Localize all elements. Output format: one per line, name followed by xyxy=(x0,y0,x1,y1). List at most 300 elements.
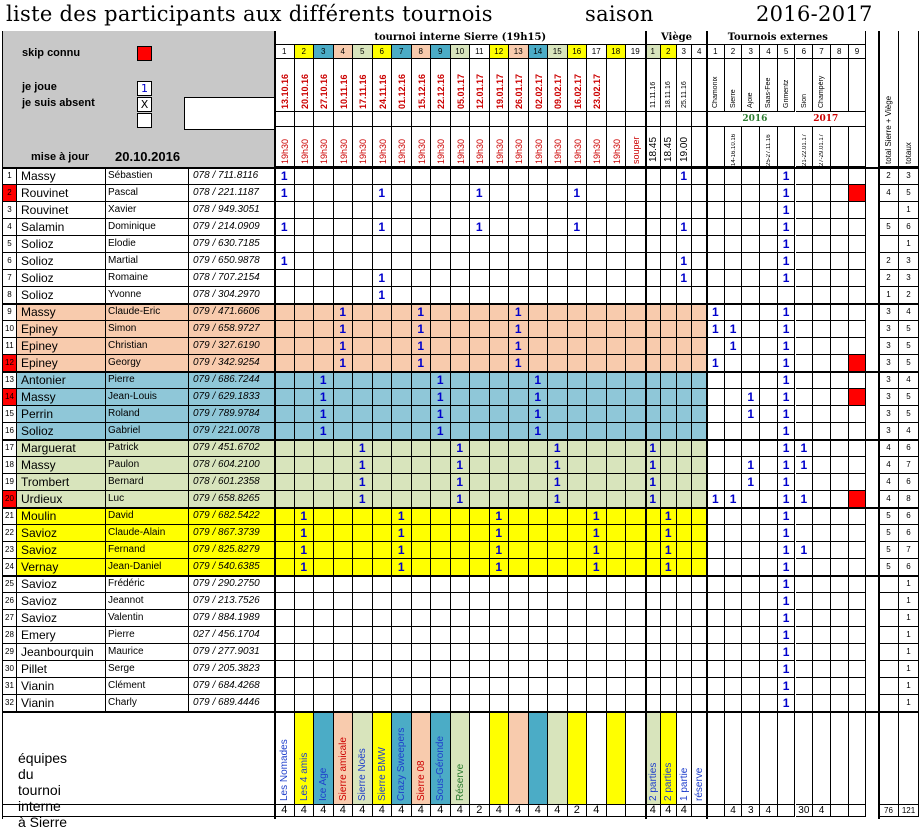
internal-entry[interactable] xyxy=(353,253,373,270)
internal-entry[interactable] xyxy=(587,661,607,678)
internal-entry[interactable] xyxy=(451,406,471,423)
internal-entry[interactable] xyxy=(451,287,471,304)
external-entry[interactable] xyxy=(849,423,867,440)
external-entry[interactable] xyxy=(796,372,814,389)
internal-entry[interactable]: 1 xyxy=(334,355,354,372)
viege-entry[interactable] xyxy=(661,219,677,236)
internal-entry[interactable] xyxy=(314,525,334,542)
external-entry[interactable] xyxy=(742,576,760,593)
external-entry[interactable] xyxy=(725,406,743,423)
external-entry[interactable]: 1 xyxy=(778,372,796,389)
internal-entry[interactable] xyxy=(568,202,588,219)
internal-entry[interactable] xyxy=(353,372,373,389)
external-entry[interactable]: 1 xyxy=(778,253,796,270)
internal-entry[interactable] xyxy=(412,168,432,185)
internal-entry[interactable] xyxy=(412,627,432,644)
internal-entry[interactable] xyxy=(275,406,295,423)
internal-entry[interactable] xyxy=(314,270,334,287)
external-entry[interactable] xyxy=(849,678,867,695)
internal-entry[interactable] xyxy=(275,508,295,525)
internal-entry[interactable] xyxy=(451,270,471,287)
internal-entry[interactable] xyxy=(275,372,295,389)
internal-entry[interactable]: 1 xyxy=(568,185,588,202)
internal-entry[interactable] xyxy=(334,270,354,287)
internal-entry[interactable] xyxy=(334,185,354,202)
internal-entry[interactable] xyxy=(568,695,588,712)
internal-entry[interactable]: 1 xyxy=(470,219,490,236)
external-entry[interactable] xyxy=(813,355,831,372)
external-entry[interactable] xyxy=(831,372,849,389)
viege-entry[interactable] xyxy=(661,406,677,423)
internal-entry[interactable] xyxy=(392,389,412,406)
internal-entry[interactable]: 1 xyxy=(412,304,432,321)
viege-entry[interactable] xyxy=(646,236,662,253)
external-entry[interactable] xyxy=(796,627,814,644)
internal-entry[interactable] xyxy=(275,457,295,474)
external-entry[interactable] xyxy=(796,423,814,440)
internal-entry[interactable] xyxy=(295,661,315,678)
internal-entry[interactable] xyxy=(509,406,529,423)
external-entry[interactable] xyxy=(742,219,760,236)
internal-entry[interactable] xyxy=(470,661,490,678)
external-entry[interactable] xyxy=(760,695,778,712)
external-entry[interactable] xyxy=(796,202,814,219)
external-entry[interactable] xyxy=(813,593,831,610)
internal-entry[interactable] xyxy=(626,372,646,389)
internal-entry[interactable] xyxy=(431,253,451,270)
external-entry[interactable] xyxy=(849,253,867,270)
external-entry[interactable] xyxy=(849,236,867,253)
viege-entry[interactable] xyxy=(661,610,677,627)
internal-entry[interactable] xyxy=(509,576,529,593)
internal-entry[interactable]: 1 xyxy=(529,423,549,440)
viege-entry[interactable] xyxy=(661,287,677,304)
external-entry[interactable] xyxy=(725,593,743,610)
external-entry[interactable] xyxy=(831,236,849,253)
internal-entry[interactable] xyxy=(392,576,412,593)
internal-entry[interactable] xyxy=(392,355,412,372)
internal-entry[interactable] xyxy=(470,287,490,304)
internal-entry[interactable] xyxy=(470,440,490,457)
external-entry[interactable] xyxy=(707,542,725,559)
internal-entry[interactable] xyxy=(295,168,315,185)
external-entry[interactable] xyxy=(831,457,849,474)
viege-entry[interactable] xyxy=(646,525,662,542)
external-entry[interactable]: 1 xyxy=(778,304,796,321)
external-entry[interactable] xyxy=(831,559,849,576)
external-entry[interactable] xyxy=(707,440,725,457)
external-entry[interactable] xyxy=(707,593,725,610)
internal-entry[interactable] xyxy=(295,678,315,695)
external-entry[interactable] xyxy=(742,508,760,525)
external-entry[interactable]: 1 xyxy=(796,440,814,457)
external-entry[interactable] xyxy=(725,423,743,440)
internal-entry[interactable] xyxy=(334,440,354,457)
external-entry[interactable] xyxy=(760,355,778,372)
internal-entry[interactable]: 1 xyxy=(451,440,471,457)
external-entry[interactable]: 1 xyxy=(796,491,814,508)
internal-entry[interactable] xyxy=(353,219,373,236)
external-entry[interactable] xyxy=(760,406,778,423)
external-entry[interactable] xyxy=(725,202,743,219)
viege-entry[interactable] xyxy=(677,287,693,304)
external-entry[interactable] xyxy=(760,610,778,627)
external-entry[interactable] xyxy=(813,661,831,678)
external-entry[interactable] xyxy=(707,695,725,712)
internal-entry[interactable] xyxy=(587,304,607,321)
internal-entry[interactable] xyxy=(529,491,549,508)
viege-entry[interactable] xyxy=(646,644,662,661)
internal-entry[interactable] xyxy=(334,406,354,423)
internal-entry[interactable]: 1 xyxy=(392,525,412,542)
external-entry[interactable] xyxy=(760,576,778,593)
internal-entry[interactable] xyxy=(509,593,529,610)
internal-entry[interactable] xyxy=(314,355,334,372)
viege-entry[interactable] xyxy=(677,627,693,644)
external-entry[interactable] xyxy=(742,695,760,712)
internal-entry[interactable]: 1 xyxy=(275,253,295,270)
external-entry[interactable] xyxy=(796,661,814,678)
external-entry[interactable] xyxy=(831,304,849,321)
viege-entry[interactable] xyxy=(661,627,677,644)
external-entry[interactable] xyxy=(796,610,814,627)
external-entry[interactable] xyxy=(796,270,814,287)
internal-entry[interactable] xyxy=(587,253,607,270)
internal-entry[interactable] xyxy=(490,627,510,644)
internal-entry[interactable] xyxy=(275,644,295,661)
internal-entry[interactable] xyxy=(529,355,549,372)
external-entry[interactable] xyxy=(742,525,760,542)
internal-entry[interactable] xyxy=(412,695,432,712)
internal-entry[interactable] xyxy=(548,525,568,542)
internal-entry[interactable] xyxy=(373,253,393,270)
internal-entry[interactable] xyxy=(568,508,588,525)
internal-entry[interactable] xyxy=(626,355,646,372)
internal-entry[interactable] xyxy=(626,576,646,593)
viege-entry[interactable] xyxy=(646,202,662,219)
internal-entry[interactable] xyxy=(626,253,646,270)
internal-entry[interactable] xyxy=(607,202,627,219)
internal-entry[interactable] xyxy=(587,270,607,287)
internal-entry[interactable] xyxy=(431,542,451,559)
internal-entry[interactable] xyxy=(626,168,646,185)
external-entry[interactable] xyxy=(831,287,849,304)
internal-entry[interactable] xyxy=(548,321,568,338)
external-entry[interactable]: 1 xyxy=(796,457,814,474)
internal-entry[interactable] xyxy=(314,491,334,508)
external-entry[interactable] xyxy=(742,355,760,372)
internal-entry[interactable] xyxy=(412,491,432,508)
viege-entry[interactable] xyxy=(661,168,677,185)
external-entry[interactable] xyxy=(760,287,778,304)
external-entry[interactable] xyxy=(831,474,849,491)
internal-entry[interactable] xyxy=(334,389,354,406)
internal-entry[interactable] xyxy=(334,559,354,576)
internal-entry[interactable] xyxy=(626,236,646,253)
internal-entry[interactable] xyxy=(412,270,432,287)
internal-entry[interactable] xyxy=(568,236,588,253)
external-entry[interactable] xyxy=(760,338,778,355)
internal-entry[interactable] xyxy=(431,287,451,304)
internal-entry[interactable] xyxy=(412,236,432,253)
viege-entry[interactable] xyxy=(646,185,662,202)
internal-entry[interactable] xyxy=(607,406,627,423)
internal-entry[interactable] xyxy=(392,457,412,474)
internal-entry[interactable] xyxy=(275,287,295,304)
external-entry[interactable] xyxy=(725,219,743,236)
internal-entry[interactable] xyxy=(373,202,393,219)
external-entry[interactable] xyxy=(725,440,743,457)
internal-entry[interactable] xyxy=(626,508,646,525)
internal-entry[interactable] xyxy=(509,372,529,389)
internal-entry[interactable] xyxy=(568,491,588,508)
internal-entry[interactable] xyxy=(275,236,295,253)
internal-entry[interactable] xyxy=(451,593,471,610)
internal-entry[interactable] xyxy=(451,644,471,661)
internal-entry[interactable] xyxy=(373,610,393,627)
external-entry[interactable]: 1 xyxy=(778,644,796,661)
internal-entry[interactable]: 1 xyxy=(451,491,471,508)
external-entry[interactable] xyxy=(742,338,760,355)
viege-entry[interactable] xyxy=(661,695,677,712)
internal-entry[interactable] xyxy=(607,185,627,202)
internal-entry[interactable] xyxy=(353,321,373,338)
viege-entry[interactable] xyxy=(677,508,693,525)
internal-entry[interactable] xyxy=(373,678,393,695)
internal-entry[interactable] xyxy=(431,202,451,219)
external-entry[interactable] xyxy=(707,253,725,270)
viege-entry[interactable] xyxy=(661,372,677,389)
external-entry[interactable] xyxy=(813,644,831,661)
external-entry[interactable] xyxy=(813,321,831,338)
internal-entry[interactable]: 1 xyxy=(431,406,451,423)
external-entry[interactable] xyxy=(760,185,778,202)
internal-entry[interactable]: 1 xyxy=(314,406,334,423)
viege-entry[interactable] xyxy=(646,406,662,423)
internal-entry[interactable] xyxy=(587,423,607,440)
internal-entry[interactable] xyxy=(314,559,334,576)
internal-entry[interactable] xyxy=(529,253,549,270)
internal-entry[interactable] xyxy=(392,593,412,610)
viege-entry[interactable] xyxy=(646,610,662,627)
internal-entry[interactable] xyxy=(353,304,373,321)
internal-entry[interactable] xyxy=(314,695,334,712)
internal-entry[interactable] xyxy=(548,355,568,372)
internal-entry[interactable] xyxy=(295,474,315,491)
internal-entry[interactable]: 1 xyxy=(295,542,315,559)
internal-entry[interactable] xyxy=(470,576,490,593)
internal-entry[interactable] xyxy=(568,287,588,304)
internal-entry[interactable] xyxy=(334,627,354,644)
internal-entry[interactable] xyxy=(568,338,588,355)
internal-entry[interactable] xyxy=(451,559,471,576)
viege-entry[interactable]: 1 xyxy=(677,168,693,185)
internal-entry[interactable] xyxy=(587,185,607,202)
external-entry[interactable] xyxy=(760,644,778,661)
internal-entry[interactable] xyxy=(392,236,412,253)
internal-entry[interactable] xyxy=(548,695,568,712)
internal-entry[interactable] xyxy=(412,406,432,423)
viege-entry[interactable] xyxy=(677,202,693,219)
external-entry[interactable] xyxy=(813,389,831,406)
viege-entry[interactable] xyxy=(661,338,677,355)
external-entry[interactable] xyxy=(831,440,849,457)
viege-entry[interactable] xyxy=(646,678,662,695)
internal-entry[interactable] xyxy=(587,389,607,406)
external-entry[interactable] xyxy=(725,661,743,678)
external-entry[interactable] xyxy=(796,304,814,321)
external-entry[interactable]: 1 xyxy=(778,678,796,695)
external-entry[interactable] xyxy=(831,202,849,219)
viege-entry[interactable] xyxy=(677,593,693,610)
external-entry[interactable] xyxy=(849,474,867,491)
internal-entry[interactable] xyxy=(470,678,490,695)
viege-entry[interactable] xyxy=(661,389,677,406)
internal-entry[interactable] xyxy=(295,219,315,236)
external-entry[interactable]: 1 xyxy=(725,338,743,355)
internal-entry[interactable] xyxy=(626,491,646,508)
internal-entry[interactable] xyxy=(626,287,646,304)
external-entry[interactable] xyxy=(813,695,831,712)
external-entry[interactable] xyxy=(707,287,725,304)
external-entry[interactable] xyxy=(742,559,760,576)
internal-entry[interactable] xyxy=(353,287,373,304)
internal-entry[interactable] xyxy=(607,559,627,576)
external-entry[interactable]: 1 xyxy=(742,389,760,406)
external-entry[interactable] xyxy=(707,168,725,185)
internal-entry[interactable]: 1 xyxy=(392,508,412,525)
internal-entry[interactable] xyxy=(607,168,627,185)
external-entry[interactable]: 1 xyxy=(778,423,796,440)
viege-entry[interactable] xyxy=(646,508,662,525)
internal-entry[interactable] xyxy=(412,202,432,219)
viege-entry[interactable] xyxy=(661,423,677,440)
internal-entry[interactable] xyxy=(314,627,334,644)
viege-entry[interactable] xyxy=(661,202,677,219)
external-entry[interactable] xyxy=(760,542,778,559)
internal-entry[interactable] xyxy=(568,253,588,270)
internal-entry[interactable] xyxy=(314,304,334,321)
internal-entry[interactable] xyxy=(295,491,315,508)
external-entry[interactable] xyxy=(760,440,778,457)
internal-entry[interactable]: 1 xyxy=(490,542,510,559)
internal-entry[interactable]: 1 xyxy=(548,491,568,508)
internal-entry[interactable]: 1 xyxy=(529,406,549,423)
internal-entry[interactable] xyxy=(275,610,295,627)
external-entry[interactable] xyxy=(778,287,796,304)
internal-entry[interactable] xyxy=(509,440,529,457)
internal-entry[interactable] xyxy=(314,338,334,355)
viege-entry[interactable] xyxy=(661,576,677,593)
external-entry[interactable] xyxy=(831,610,849,627)
internal-entry[interactable] xyxy=(548,627,568,644)
external-entry[interactable] xyxy=(796,695,814,712)
internal-entry[interactable] xyxy=(334,593,354,610)
external-entry[interactable] xyxy=(707,678,725,695)
internal-entry[interactable] xyxy=(412,253,432,270)
external-entry[interactable] xyxy=(725,389,743,406)
internal-entry[interactable] xyxy=(373,304,393,321)
internal-entry[interactable] xyxy=(607,678,627,695)
internal-entry[interactable]: 1 xyxy=(587,508,607,525)
internal-entry[interactable] xyxy=(470,338,490,355)
internal-entry[interactable] xyxy=(529,661,549,678)
internal-entry[interactable] xyxy=(334,253,354,270)
internal-entry[interactable] xyxy=(490,236,510,253)
internal-entry[interactable] xyxy=(373,440,393,457)
internal-entry[interactable] xyxy=(607,695,627,712)
external-entry[interactable] xyxy=(831,695,849,712)
internal-entry[interactable] xyxy=(509,219,529,236)
external-entry[interactable] xyxy=(707,406,725,423)
external-entry[interactable]: 1 xyxy=(742,457,760,474)
internal-entry[interactable] xyxy=(392,678,412,695)
internal-entry[interactable] xyxy=(412,287,432,304)
viege-entry[interactable] xyxy=(646,389,662,406)
internal-entry[interactable] xyxy=(431,525,451,542)
internal-entry[interactable] xyxy=(353,576,373,593)
internal-entry[interactable] xyxy=(529,576,549,593)
external-entry[interactable] xyxy=(796,559,814,576)
viege-entry[interactable] xyxy=(661,678,677,695)
internal-entry[interactable]: 1 xyxy=(314,372,334,389)
internal-entry[interactable] xyxy=(626,593,646,610)
external-entry[interactable]: 1 xyxy=(778,185,796,202)
internal-entry[interactable] xyxy=(529,695,549,712)
external-entry[interactable] xyxy=(707,525,725,542)
viege-entry[interactable]: 1 xyxy=(646,491,662,508)
internal-entry[interactable] xyxy=(607,270,627,287)
internal-entry[interactable] xyxy=(626,678,646,695)
external-entry[interactable] xyxy=(849,372,867,389)
internal-entry[interactable] xyxy=(529,610,549,627)
internal-entry[interactable] xyxy=(529,219,549,236)
internal-entry[interactable] xyxy=(275,304,295,321)
internal-entry[interactable] xyxy=(431,304,451,321)
external-entry[interactable] xyxy=(760,423,778,440)
internal-entry[interactable] xyxy=(334,576,354,593)
internal-entry[interactable]: 1 xyxy=(509,338,529,355)
internal-entry[interactable] xyxy=(470,474,490,491)
internal-entry[interactable] xyxy=(373,236,393,253)
internal-entry[interactable] xyxy=(275,678,295,695)
internal-entry[interactable] xyxy=(295,423,315,440)
external-entry[interactable] xyxy=(796,321,814,338)
viege-entry[interactable] xyxy=(677,440,693,457)
internal-entry[interactable]: 1 xyxy=(314,389,334,406)
internal-entry[interactable] xyxy=(353,695,373,712)
internal-entry[interactable] xyxy=(314,321,334,338)
viege-entry[interactable] xyxy=(661,644,677,661)
internal-entry[interactable] xyxy=(509,627,529,644)
internal-entry[interactable] xyxy=(431,661,451,678)
external-entry[interactable] xyxy=(813,168,831,185)
internal-entry[interactable] xyxy=(373,338,393,355)
internal-entry[interactable] xyxy=(607,321,627,338)
external-entry[interactable] xyxy=(849,610,867,627)
external-entry[interactable] xyxy=(796,593,814,610)
internal-entry[interactable] xyxy=(626,542,646,559)
viege-entry[interactable] xyxy=(661,593,677,610)
internal-entry[interactable] xyxy=(412,457,432,474)
internal-entry[interactable] xyxy=(587,440,607,457)
external-entry[interactable]: 1 xyxy=(778,474,796,491)
external-entry[interactable] xyxy=(813,423,831,440)
internal-entry[interactable] xyxy=(412,644,432,661)
viege-entry[interactable] xyxy=(677,491,693,508)
internal-entry[interactable] xyxy=(470,491,490,508)
external-entry[interactable] xyxy=(725,678,743,695)
